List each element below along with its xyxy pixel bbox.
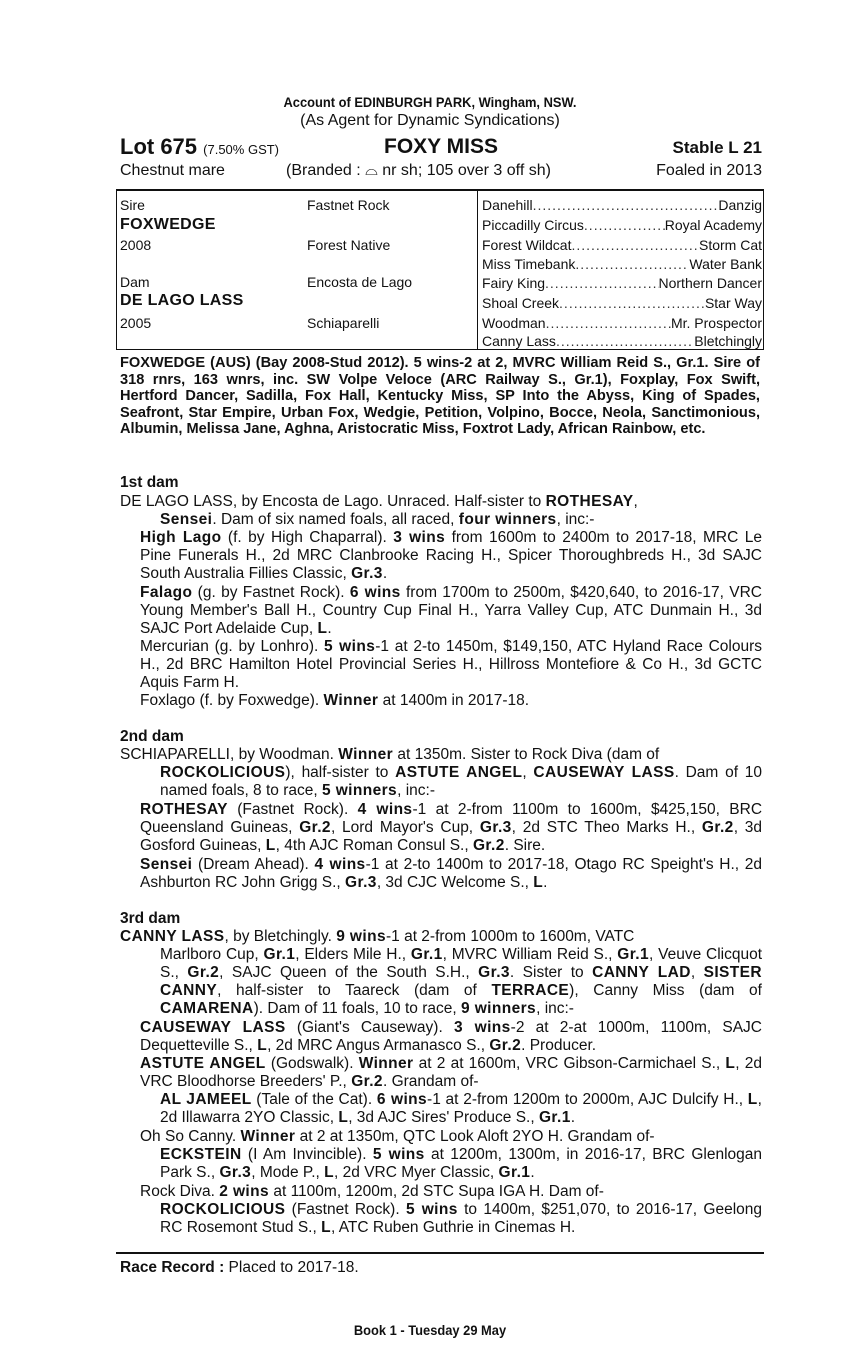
progeny-entry: Sensei (Dream Ahead). 4 wins-1 at 2-to 1400m to 2017-18, Otago RC Speight's H., 2d Ashburton RC John Grigg S., Gr.3, 3d CJC Welcome S., L. [140, 856, 763, 891]
pedigree-divider [477, 191, 478, 349]
vendor-agent: (As Agent for Dynamic Syndications) [300, 112, 560, 129]
foaled-year: Foaled in 2013 [656, 162, 762, 179]
race-record-label: Race Record : [120, 1259, 225, 1276]
horse-name: FOXY MISS [384, 135, 498, 158]
section-heading: 2nd dam [120, 728, 184, 745]
section-heading: 1st dam [120, 474, 179, 491]
sire-dam: Forest Native [307, 237, 391, 253]
progeny-entry: Oh So Canny. Winner at 2 at 1350m, QTC Look Aloft 2YO H. Grandam of- [140, 1128, 655, 1145]
progeny-entry: Mercurian (g. by Lonhro). 5 wins-1 at 2-to 1450m, $149,150, ATC Hyland Race Colours H., 2d BRC Hamilton Hotel Provincial Series H., Hillross Montefiore & Co H., 3d GCTC Aquis Farm H. [140, 638, 762, 691]
third-dam-text: CANNY LASS, by Bletchingly. 9 wins-1 at 2-from 1000m to 1600m, VATC Marlboro Cup, Gr.1, Elders Mile H., Gr.1, MVRC William Reid S., Gr.1, Veuve Clicquot S., Gr.2, SAJC Queen of the South S.H., Gr.3. Sister to CANNY LAD, SISTER CANNY, half-sister to Taareck (dam of TERRACE), Canny Miss (dam of CAMARENA). Dam of 11 foals, 10 to race, 9 winners, inc:- [120, 928, 762, 1017]
section-heading: 3rd dam [120, 910, 181, 927]
sire-year: 2008 [120, 237, 152, 253]
dam-dam: Schiaparelli [307, 315, 380, 331]
second-dam-text: SCHIAPARELLI, by Woodman. Winner at 1350m. Sister to Rock Diva (dam of ROCKOLICIOUS), half-sister to ASTUTE ANGEL, CAUSEWAY LASS. Dam of 10 named foals, 8 to race, 5 winners, inc:- [120, 746, 762, 799]
progeny-entry: ASTUTE ANGEL (Godswalk). Winner at 2 at 1600m, VRC Gibson-Carmichael S., L, 2d VRC Bloodhorse Breeders' P., Gr.2. Grandam of- [140, 1055, 763, 1090]
progeny-entry: High Lago (f. by High Chaparral). 3 wins from 1600m to 2400m to 2017-18, MRC Le Pine Funerals H., 2d MRC Clanbrooke Racing H., Spicer Thoroughbreds H., 3d SAJC South Australia Fillies Classic, Gr.3. [140, 529, 762, 582]
lot-row [120, 134, 762, 162]
grandparent-line: Shoal Creek ..... Star Way [482, 295, 762, 311]
grandparent-line: Woodman ..... Mr. Prospector [482, 315, 762, 331]
colour-sex: Chestnut mare [120, 162, 225, 179]
pedigree-table [116, 189, 764, 350]
page-footer: Book 1 - Tuesday 29 May [353, 1322, 507, 1338]
sire-sire: Fastnet Rock [307, 197, 390, 213]
dam-sire: Encosta de Lago [307, 274, 413, 290]
sire-label: Sire [120, 197, 145, 213]
progeny-entry: Rock Diva. 2 wins at 1100m, 1200m, 2d STC Supa IGA H. Dam of- [140, 1183, 604, 1200]
lot-label: Lot 675 [120, 134, 198, 159]
grandparent-line: Danehill ..... Danzig [482, 197, 762, 213]
grandparent-line: Miss Timebank ..... Water Bank [482, 256, 762, 272]
sire-summary: FOXWEDGE (AUS) (Bay 2008-Stud 2012). 5 wins-2 at 2, MVRC William Reid S., Gr.1. Sire of 318 rnrs, 163 wnrs, inc. SW Volpe Veloce (ARC Railway S., Gr.1), Foxplay, Fox Swift, Hertford Dancer, Sadilla, Fox Hall, Kentucky Miss, SP Into the Abyss, King of Spades, Seafront, Star Empire, Urban Fox, Wedgie, Petition, Volpino, Bocce, Neola, Sanctimonious, Albumin, Melissa Jane, Aghna, Aristocratic Miss, Foxtrot Lady, African Rainbow, etc. [120, 355, 760, 437]
progeny-entry: ROCKOLICIOUS (Fastnet Rock). 5 wins to 1400m, $251,070, to 2016-17, Geelong RC Rosemont Stud S., L, ATC Ruben Guthrie in Cinemas H. [160, 1201, 762, 1236]
progeny-entry: Foxlago (f. by Foxwedge). Winner at 1400m in 2017-18. [140, 692, 530, 709]
grandparent-line: Forest Wildcat ..... Storm Cat [482, 237, 762, 253]
grandparent-line: Fairy King ..... Northern Dancer [482, 275, 762, 291]
grandparent-line: Piccadilly Circus ..... Royal Academy [482, 217, 762, 233]
progeny-entry: Falago (g. by Fastnet Rock). 6 wins from 1700m to 2500m, $420,640, to 2016-17, VRC Young Member's Ball H., Country Cup Final H., Yarra Valley Cup, ATC Dunmain H., 3d SAJC Port Adelaide Cup, L. [140, 584, 763, 637]
race-record-value: Placed to 2017-18. [224, 1259, 359, 1276]
grandparent-line: Canny Lass ..... Bletchingly [482, 333, 762, 349]
race-record [120, 1259, 359, 1277]
dam-label: Dam [120, 274, 150, 290]
first-dam-text: DE LAGO LASS, by Encosta de Lago. Unraced. Half-sister to ROTHESAY, Sensei. Dam of six named foals, all raced, four winners, inc:- [120, 493, 638, 528]
stable-number: Stable L 21 [672, 138, 762, 157]
sire-name: FOXWEDGE [120, 216, 216, 233]
progeny-entry: CAUSEWAY LASS (Giant's Causeway). 3 wins-2 at 2-at 1000m, 1100m, SAJC Dequetteville S., L, 2d MRC Angus Armanasco S., Gr.2. Producer. [140, 1019, 762, 1054]
description-row [120, 162, 762, 184]
vendor-account: Account of EDINBURGH PARK, Wingham, NSW. [283, 94, 577, 110]
brand-note: (Branded : ⌓ nr sh; 105 over 3 off sh) [286, 162, 551, 179]
progeny-entry: AL JAMEEL (Tale of the Cat). 6 wins-1 at 2-from 1200m to 2000m, AJC Dulcify H., L, 2d Illawarra 2YO Classic, L, 3d AJC Sires' Produce S., Gr.1. [160, 1091, 762, 1126]
dam-name: DE LAGO LASS [120, 292, 244, 309]
divider [116, 1252, 764, 1254]
progeny-entry: ECKSTEIN (I Am Invincible). 5 wins at 1200m, 1300m, in 2016-17, BRC Glenlogan Park S., Gr.3, Mode P., L, 2d VRC Myer Classic, Gr.1. [160, 1146, 762, 1181]
dam-year: 2005 [120, 315, 152, 331]
gst-note: (7.50% GST) [203, 142, 280, 157]
progeny-entry: ROTHESAY (Fastnet Rock). 4 wins-1 at 2-from 1100m to 1600m, $425,150, BRC Queensland Guineas, Gr.2, Lord Mayor's Cup, Gr.3, 2d STC Theo Marks H., Gr.2, 3d Gosford Guineas, L, 4th AJC Roman Consul S., Gr.2. Sire. [140, 801, 763, 854]
